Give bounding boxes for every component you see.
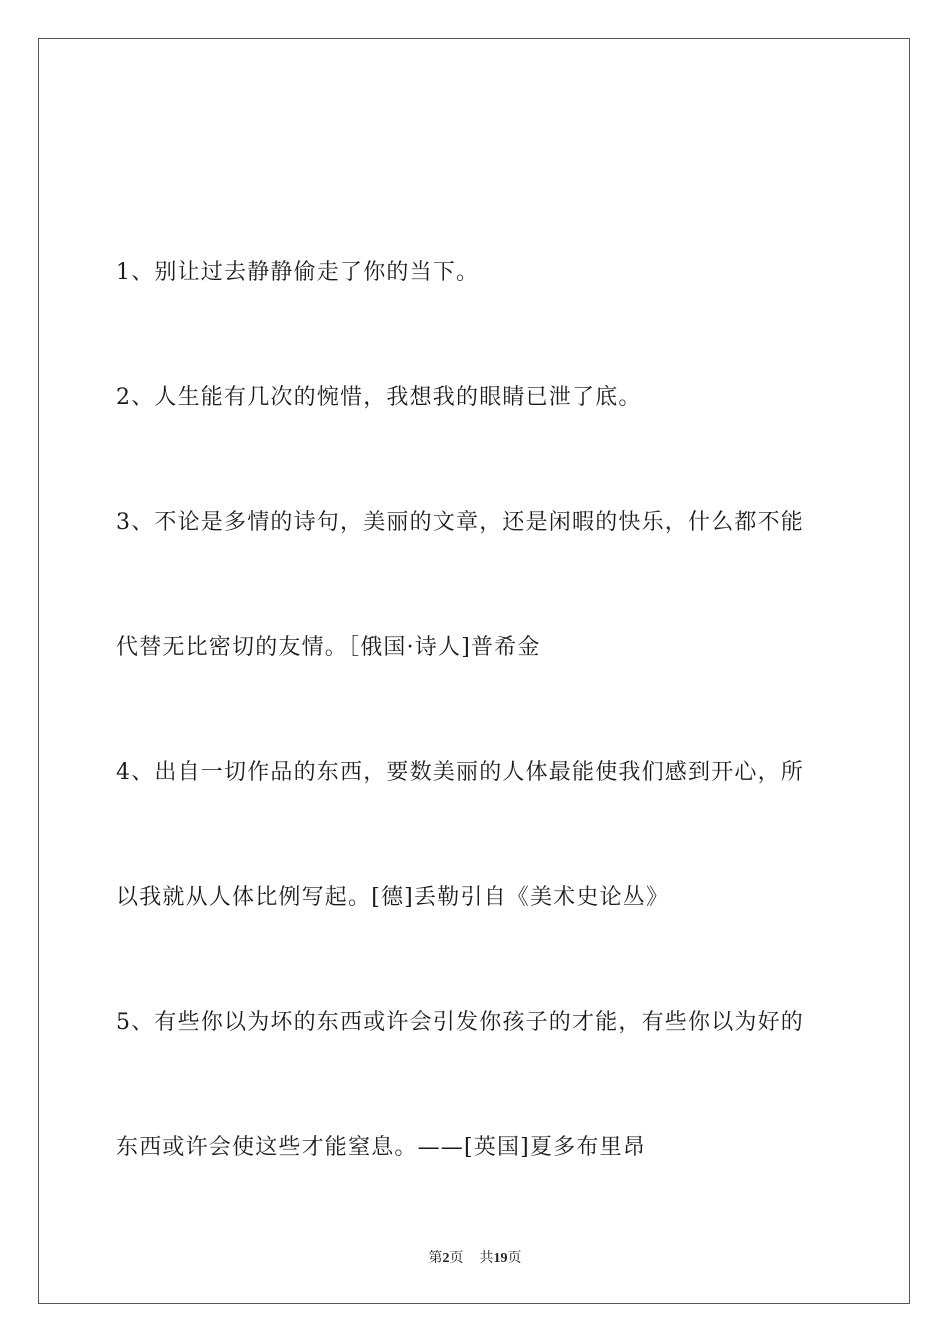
total-suffix: 页 (507, 1251, 522, 1266)
quote-5-line-2: 东西或许会使这些才能窒息。——[英国]夏多布里昂 (116, 1135, 646, 1160)
total-prefix: 共 (479, 1251, 494, 1266)
quote-4-line-1: 4、出自一切作品的东西，要数美丽的人体最能使我们感到开心，所 (116, 760, 804, 785)
current-page-number: 2 (442, 1251, 450, 1266)
page-prefix: 第 (428, 1251, 443, 1266)
quote-3-line-1: 3、不论是多情的诗句，美丽的文章，还是闲暇的快乐，什么都不能 (116, 510, 804, 535)
page-border (38, 38, 910, 1304)
page-suffix: 页 (449, 1251, 464, 1266)
quote-5-line-1: 5、有些你以为坏的东西或许会引发你孩子的才能，有些你以为好的 (116, 1010, 804, 1035)
page-footer (0, 1247, 950, 1267)
total-pages-number: 19 (493, 1251, 508, 1266)
quote-4-line-2: 以我就从人体比例写起。[德]丢勒引自《美术史论丛》 (116, 885, 670, 910)
quote-3-line-2: 代替无比密切的友情。［俄国·诗人]普希金 (116, 635, 541, 660)
quote-1-line: 1、别让过去静静偷走了你的当下。 (116, 260, 480, 285)
quote-2-line: 2、人生能有几次的惋惜，我想我的眼睛已泄了底。 (116, 385, 642, 410)
